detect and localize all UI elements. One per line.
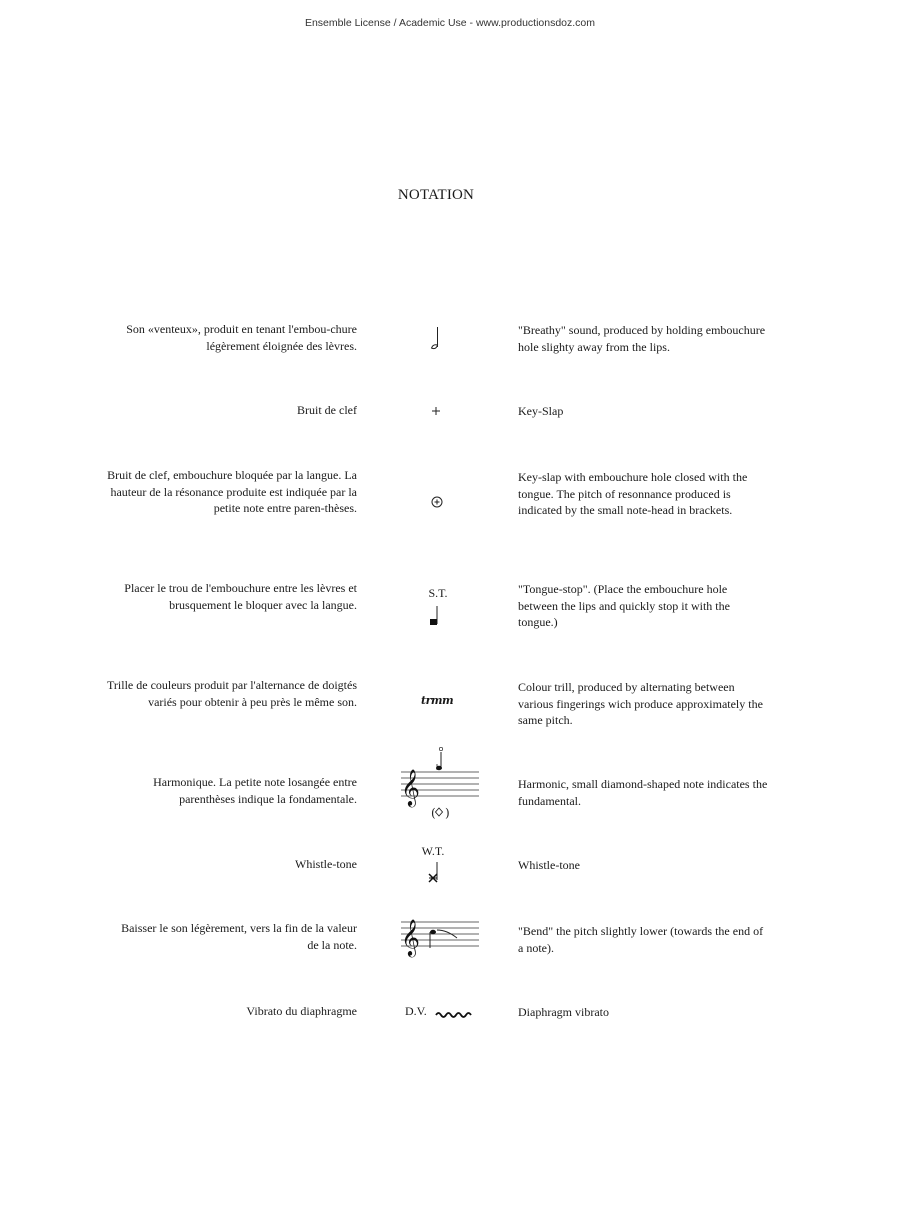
english-description: "Breathy" sound, produced by holding embouchure hole slighty away from the lips. <box>518 323 766 354</box>
french-description: Bruit de clef <box>297 403 357 417</box>
french-description: Son «venteux», produit en tenant l'embou-chure légèrement éloignée des lèvres. <box>126 322 357 353</box>
french-description: Placer le trou de l'embouchure entre les lèvres et brusquement le bloquer avec la langue. <box>124 581 357 612</box>
french-description: Whistle-tone <box>295 857 357 871</box>
english-description: "Tongue-stop". (Place the embouchure hole between the lips and quickly stop it with the tongue.) <box>518 582 730 629</box>
svg-text:(: ( <box>431 806 436 820</box>
key-slap-plus-symbol <box>395 403 485 419</box>
english-description: "Bend" the pitch slightly lower (towards the end of a note). <box>518 924 764 955</box>
symbol-label: W.T. <box>421 844 445 858</box>
breathy-note-symbol <box>395 325 485 359</box>
svg-text:): ) <box>445 806 450 820</box>
harmonic-staff-symbol <box>395 746 485 826</box>
symbol-label: S.T. <box>428 586 448 600</box>
french-description: Bruit de clef, embouchure bloquée par la langue. La hauteur de la résonance produite est indiquée par la petite note entre paren-thèses. <box>107 468 357 515</box>
english-description: Colour trill, produced by alternating between various fingerings wich produce approximately the same pitch. <box>518 680 763 727</box>
symbol-label: D.V. <box>405 1004 427 1018</box>
english-description: Harmonic, small diamond-shaped note indicates the fundamental. <box>518 777 768 808</box>
svg-text:𝄞: 𝄞 <box>401 918 420 956</box>
english-description: Whistle-tone <box>518 858 580 872</box>
english-description: Diaphragm vibrato <box>518 1005 609 1019</box>
trill-mark: trmm <box>421 694 454 707</box>
english-description: Key-Slap <box>518 404 564 418</box>
license-header: Ensemble License / Academic Use - www.productionsdoz.com <box>304 17 596 29</box>
circled-plus-symbol <box>395 492 485 512</box>
svg-text:𝄞: 𝄞 <box>401 768 420 806</box>
page-title: NOTATION <box>397 187 475 203</box>
french-description: Vibrato du diaphragme <box>246 1004 357 1018</box>
english-description: Key-slap with embouchure hole closed with the tongue. The pitch of resonnance produced is indicated by the small note-head in brackets. <box>518 470 748 517</box>
bend-staff-symbol <box>395 912 485 972</box>
french-description: Baisser le son légèrement, vers la fin de la valeur de la note. <box>121 921 357 952</box>
french-description: Trille de couleurs produit par l'alternance de doigtés variés pour obtenir à peu près le même son. <box>107 678 357 709</box>
french-description: Harmonique. La petite note losangée entre parenthèses indique la fondamentale. <box>153 775 357 806</box>
